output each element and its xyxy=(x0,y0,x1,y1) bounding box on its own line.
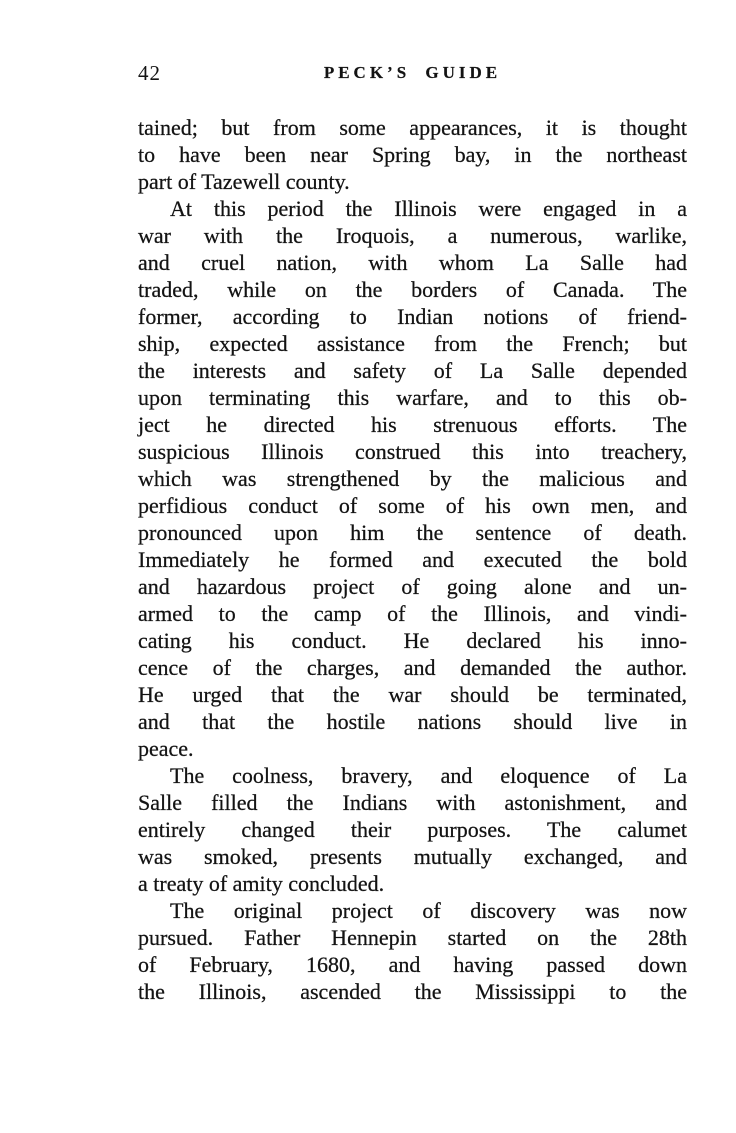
paragraph xyxy=(138,114,687,195)
text-line: entirely changed their purposes. The calumet xyxy=(138,817,687,842)
text-line: ship, expected assistance from the French; but xyxy=(138,331,687,356)
text-line: peace. xyxy=(138,736,194,761)
paragraph xyxy=(138,195,687,762)
paragraph xyxy=(138,897,687,1005)
text-line: At this period the Illinois were engaged in a xyxy=(170,196,687,221)
text-line: suspicious Illinois construed this into treachery, xyxy=(138,439,687,464)
text-line: perfidious conduct of some of his own men, and xyxy=(138,493,687,518)
text-line: and that the hostile nations should live in xyxy=(138,709,687,734)
text-line: upon terminating this warfare, and to this ob- xyxy=(138,385,687,410)
text-line: a treaty of amity concluded. xyxy=(138,871,385,896)
text-line: The original project of discovery was now xyxy=(170,898,687,923)
text-line: armed to the camp of the Illinois, and vindi- xyxy=(138,601,687,626)
text-line: Immediately he formed and executed the bold xyxy=(138,547,687,572)
content-column xyxy=(138,0,687,1005)
page-number: 42 xyxy=(138,61,161,85)
text-line: the interests and safety of La Salle depended xyxy=(138,358,687,383)
text-line: Salle filled the Indians with astonishment, and xyxy=(138,790,687,815)
text-line: The coolness, bravery, and eloquence of La xyxy=(170,763,687,788)
text-line: of February, 1680, and having passed down xyxy=(138,952,687,977)
text-line: war with the Iroquois, a numerous, warlike, xyxy=(138,223,687,248)
text-line: ject he directed his strenuous efforts. The xyxy=(138,412,687,437)
text-line: and hazardous project of going alone and un- xyxy=(138,574,687,599)
text-line: the Illinois, ascended the Mississippi to the xyxy=(138,979,687,1004)
text-line: which was strengthened by the malicious and xyxy=(138,466,687,491)
text-line: part of Tazewell county. xyxy=(138,169,350,194)
text-line: He urged that the war should be terminated, xyxy=(138,682,687,707)
text-line: was smoked, presents mutually exchanged, and xyxy=(138,844,687,869)
text-line: tained; but from some appearances, it is thought xyxy=(138,115,687,140)
text-line: and cruel nation, with whom La Salle had xyxy=(138,250,687,275)
paragraph xyxy=(138,762,687,897)
text-line: cence of the charges, and demanded the author. xyxy=(138,655,687,680)
text-block xyxy=(138,114,687,1005)
text-line: pronounced upon him the sentence of death. xyxy=(138,520,687,545)
text-line: cating his conduct. He declared his inno- xyxy=(138,628,687,653)
running-head-title: PECK’S GUIDE xyxy=(323,63,502,82)
page-header xyxy=(138,60,687,86)
text-line: former, according to Indian notions of friend- xyxy=(138,304,687,329)
text-line: pursued. Father Hennepin started on the 28th xyxy=(138,925,687,950)
text-line: traded, while on the borders of Canada. The xyxy=(138,277,687,302)
text-line: to have been near Spring bay, in the northeast xyxy=(138,142,687,167)
